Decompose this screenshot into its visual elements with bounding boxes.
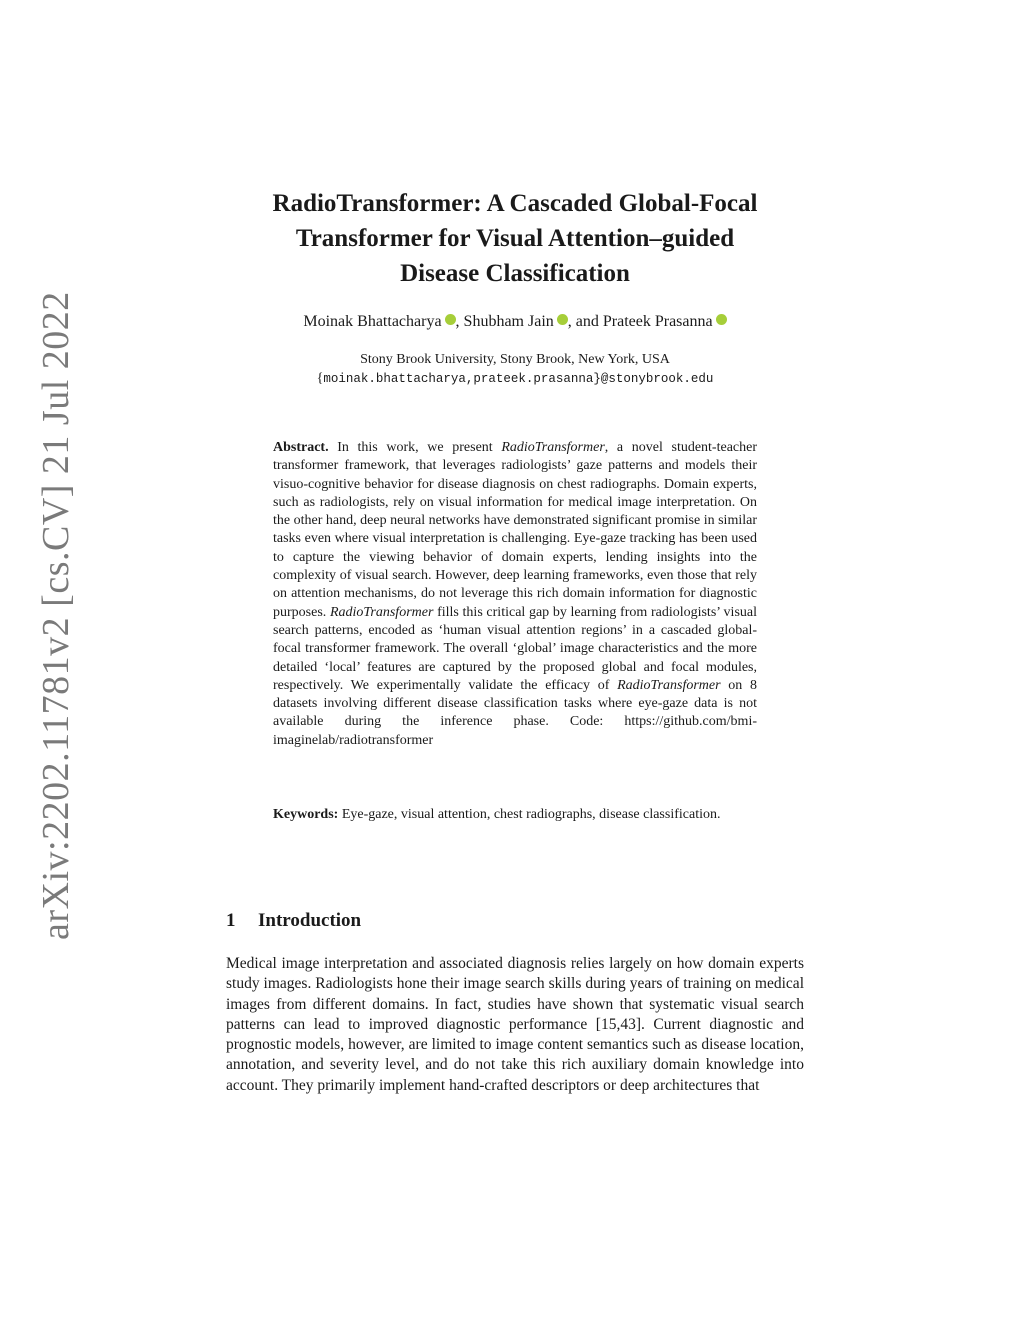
- paper-title: [200, 186, 830, 291]
- email-names: moinak.bhattacharya,prateek.prasanna: [323, 372, 594, 386]
- author-name: Shubham Jain: [463, 313, 554, 330]
- keywords: [273, 806, 757, 824]
- abstract-text: fills this critical gap by learning from radiologists’ visual search patterns, encoded as ‘human visual attention regions’ in a cascaded global-focal transformer framework. The overall ‘global’ image characteristics and the more detailed ‘local’ features are captured by the proposed global and focal modules, respectively. We experimentally validate the efficacy of: [273, 604, 758, 693]
- abstract-italic: RadioTransformer: [329, 604, 434, 620]
- section-title: Introduction: [258, 910, 362, 931]
- abstract-text: on 8 datasets involving different disease classification tasks where eye-gaze data is not available during the inference phase. Code: https://github.com/bmi-imaginelab/radiotransformer: [273, 677, 757, 748]
- author-name: Prateek Prasanna: [602, 313, 713, 330]
- section-heading: [226, 910, 361, 932]
- abstract-italic: RadioTransformer: [501, 440, 605, 455]
- email-domain: }@stonybrook.edu: [593, 372, 714, 386]
- abstract-text: , a novel student-teacher transformer framework, that leverages radiologists’ gaze patterns and models their visuo-cognitive behavior for disease diagnosis on chest radiographs. Domain experts, such as radiologists, rely on visual information for medical image interpretation. On the other hand, deep neural networks have demonstrated significant promise in similar tasks even where visual interpretation is challenging. Eye-gaze tracking has been used to capture the viewing behavior of domain experts, lending insights into the complexity of visual search. However, deep learning frameworks, even those that rely on attention mechanisms, do not leverage this rich domain information for diagnostic purposes.: [273, 440, 758, 620]
- title-line-3: Disease Classification: [400, 260, 630, 287]
- intro-paragraph: Medical image interpretation and associated diagnosis relies largely on how domain experts study images. Radiologists hone their image search skills during years of training on medical images from different domains. In fact, studies have shown that systematic visual search patterns can lead to improved diagnostic performance [15,43]. Current diagnostic and prognostic models, however, are limited to image content semantics such as disease location, annotation, and severity level, and do not take this rich auxiliary domain knowledge into account. They primarily implement hand-crafted descriptors or deep architectures that: [226, 955, 804, 1094]
- orcid-icon[interactable]: [557, 314, 568, 325]
- arxiv-identifier: arXiv:2202.11781v2 [cs.CV] 21 Jul 2022: [35, 291, 77, 940]
- email-brace-open: {: [316, 371, 324, 386]
- title-line-1: RadioTransformer: A Cascaded Global-Focal: [272, 190, 758, 217]
- affiliation: Stony Brook University, Stony Brook, New York, USA: [360, 352, 670, 367]
- author-separator: ,: [455, 313, 464, 330]
- keywords-label: Keywords:: [273, 807, 339, 822]
- abstract-italic: RadioTransformer: [617, 677, 721, 693]
- abstract: [273, 439, 757, 750]
- abstract-text: In this work, we present: [328, 440, 502, 455]
- keywords-text: Eye-gaze, visual attention, chest radiographs, disease classification.: [338, 807, 721, 822]
- affiliation-block: [200, 350, 830, 389]
- author-list: [200, 313, 830, 331]
- orcid-icon[interactable]: [445, 314, 456, 325]
- author-separator: , and: [567, 313, 603, 330]
- introduction-body: [226, 954, 804, 1096]
- email-line: [200, 369, 830, 389]
- title-line-2: Transformer for Visual Attention–guided: [295, 225, 735, 252]
- author-name: Moinak Bhattacharya: [303, 313, 442, 330]
- section-number: 1: [226, 910, 236, 931]
- abstract-label: Abstract.: [273, 440, 329, 455]
- orcid-icon[interactable]: [716, 314, 727, 325]
